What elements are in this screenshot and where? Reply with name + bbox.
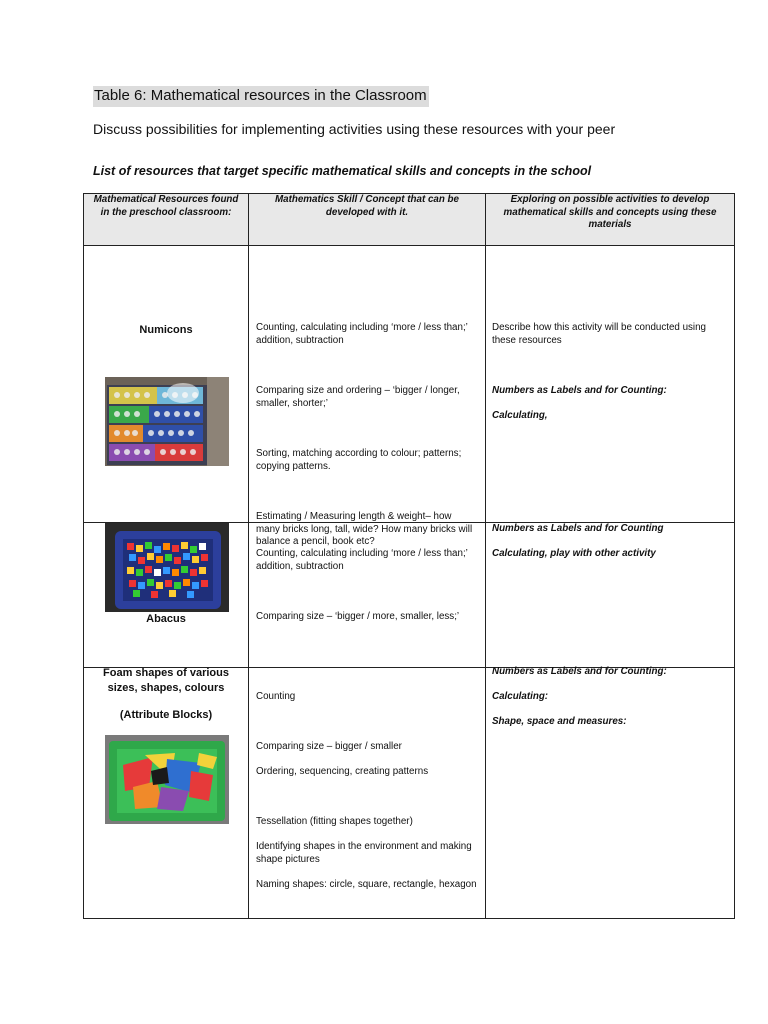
skill-text: Comparing size – ‘bigger / more, smaller, less;’ [256,611,460,622]
resource-cell [84,668,249,919]
skill-text: Estimating / Measuring length & weight– how many bricks long, tall, wide? How many bricks will balance a pencil, book etc? [256,511,473,548]
abacus-photo [105,523,229,612]
resource-name: Abacus [146,613,186,625]
skill-text: Comparing size and ordering – ‘bigger / longer, smaller, shorter;’ [256,385,460,409]
table-row [84,668,735,919]
skill-text: Sorting, matching according to colour; patterns; copying patterns. [256,448,462,472]
activity-text: Numbers as Labels and for Counting [492,523,664,534]
activity-text: Calculating, [492,410,548,421]
table-row [84,523,735,668]
activities-cell [486,246,735,523]
resource-note: (Attribute Blocks) [119,709,213,721]
table-header-row [84,194,735,246]
skills-cell [249,668,486,919]
resources-table [83,193,735,919]
document-subtitle: Discuss possibilities for implementing activities using these resources with your peer [93,121,616,137]
activities-cell [486,668,735,919]
skills-cell [249,246,486,548]
skill-text: Ordering, sequencing, creating patterns [256,766,429,777]
activity-text: Numbers as Labels and for Counting: [492,666,667,677]
skill-text: Counting [256,691,296,702]
header-activities: Exploring on possible activities to develop mathematical skills and concepts using these materials [486,194,735,246]
header-resources: Mathematical Resources found in the preschool classroom: [84,194,249,246]
activity-text: Calculating: [492,691,549,702]
activity-text: Describe how this activity will be conducted using these resources [492,322,707,346]
activity-text: Calculating, play with other activity [492,548,656,559]
resource-cell [84,523,249,668]
resource-name: Foam shapes of various sizes, shapes, colours [103,667,229,694]
attribute-blocks-photo [105,735,229,824]
skills-cell [249,523,486,668]
skill-text: Naming shapes: circle, square, rectangle, hexagon [256,879,477,890]
skill-text: Comparing size – bigger / smaller [256,741,402,752]
header-skill: Mathematics Skill / Concept that can be developed with it. [249,194,486,246]
activities-cell [486,523,735,668]
skill-text: Identifying shapes in the environment and making shape pictures [256,841,472,865]
resource-cell [84,246,249,523]
skill-text: Tessellation (fitting shapes together) [256,816,413,827]
skill-text: Counting, calculating including ‘more / less than;’ addition, subtraction [256,322,468,346]
skill-text: Counting, calculating including ‘more / less than;’ addition, subtraction [256,548,468,572]
table-row [84,246,735,523]
numicons-photo [105,377,229,466]
activity-text: Numbers as Labels and for Counting: [492,385,667,396]
document-title: Table 6: Mathematical resources in the Classroom [93,86,429,107]
list-heading: List of resources that target specific mathematical skills and concepts in the school [93,164,592,178]
activity-text: Shape, space and measures: [492,716,627,727]
resource-name: Numicons [139,324,193,336]
